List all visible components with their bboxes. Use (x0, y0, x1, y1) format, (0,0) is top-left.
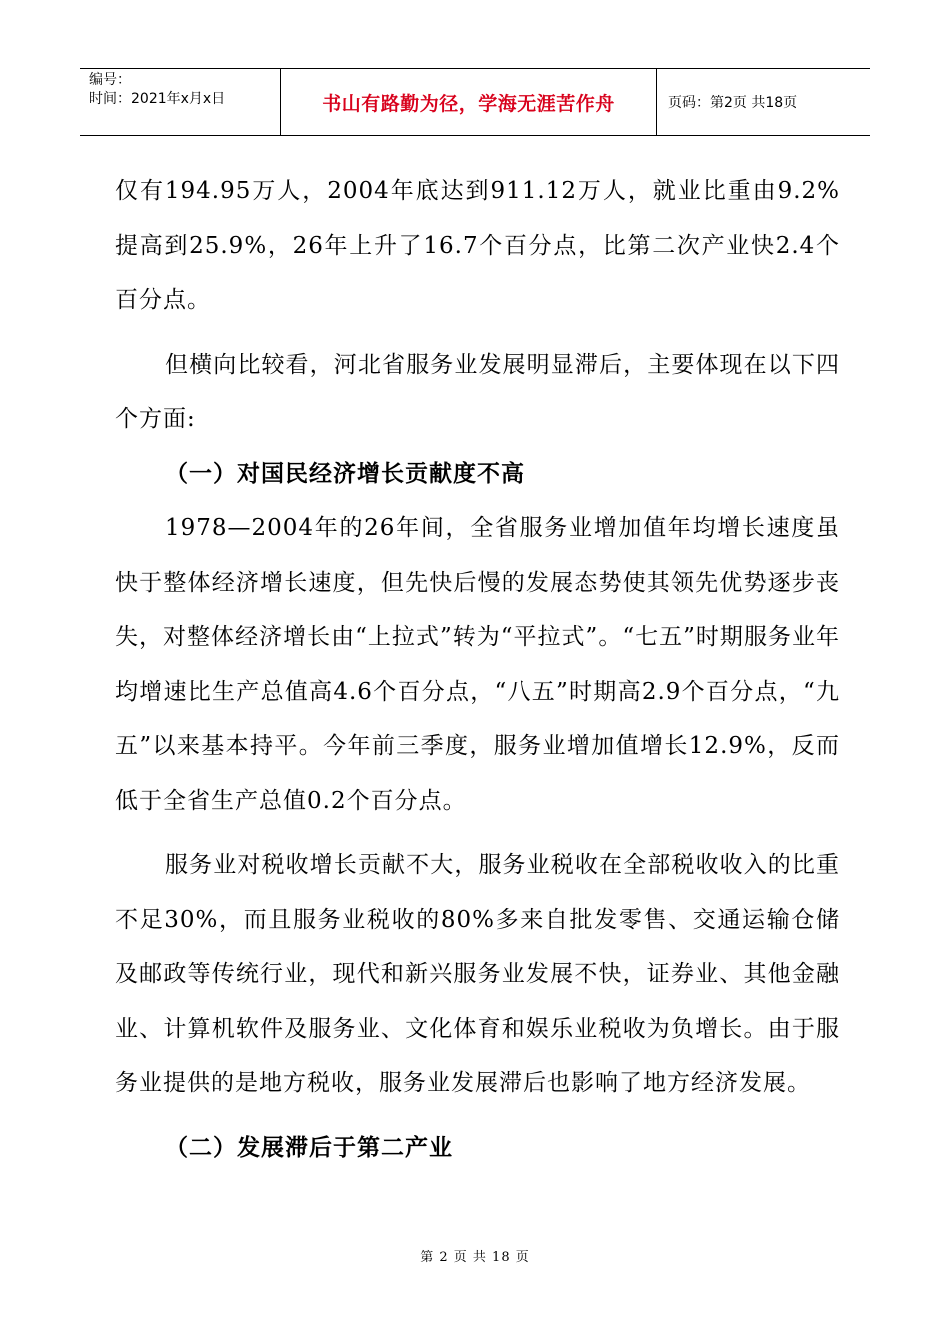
header-meta-cell (80, 69, 281, 135)
header-page-info: 页码：第2页 共18页 (668, 95, 798, 111)
header-motto: 书山有路勤为径，学海无涯苦作舟 (281, 69, 657, 135)
section-heading: （一）对国民经济增长贡献度不高 (165, 460, 525, 487)
page-footer: 第 2 页 共 18 页 (420, 1250, 530, 1265)
page-header (80, 68, 870, 136)
document-body (115, 164, 840, 1175)
section-heading: （二）发展滞后于第二产业 (165, 1134, 453, 1161)
paragraph: 服务业对税收增长贡献不大，服务业税收在全部税收收入的比重不足30%，而且服务业税收的80%多来自批发零售、交通运输仓储及邮政等传统行业，现代和新兴服务业发展不快，证券业、其他金融业、计算机软件及服务业、文化体育和娱乐业税收为负增长。由于服务业提供的是地方税收，服务业发展滞后也影响了地方经济发展。 (115, 852, 840, 1096)
document-date-label: 时间：2021年x月x日 (89, 91, 226, 107)
paragraph: 仅有194.95万人，2004年底达到911.12万人，就业比重由9.2%提高到25.9%，26年上升了16.7个百分点，比第二次产业快2.4个百分点。 (115, 178, 840, 313)
paragraph: 1978—2004年的26年间，全省服务业增加值年均增长速度虽快于整体经济增长速度，但先快后慢的发展态势使其领先优势逐步丧失，对整体经济增长由“上拉式”转为“平拉式”。“七五”时期服务业年均增速比生产总值高4.6个百分点，“八五”时期高2.9个百分点，“九五”以来基本持平。今年前三季度，服务业增加值增长12.9%，反而低于全省生产总值0.2个百分点。 (115, 515, 840, 814)
document-number-label: 编号： (89, 72, 131, 88)
paragraph: 但横向比较看，河北省服务业发展明显滞后，主要体现在以下四个方面: (115, 351, 840, 432)
